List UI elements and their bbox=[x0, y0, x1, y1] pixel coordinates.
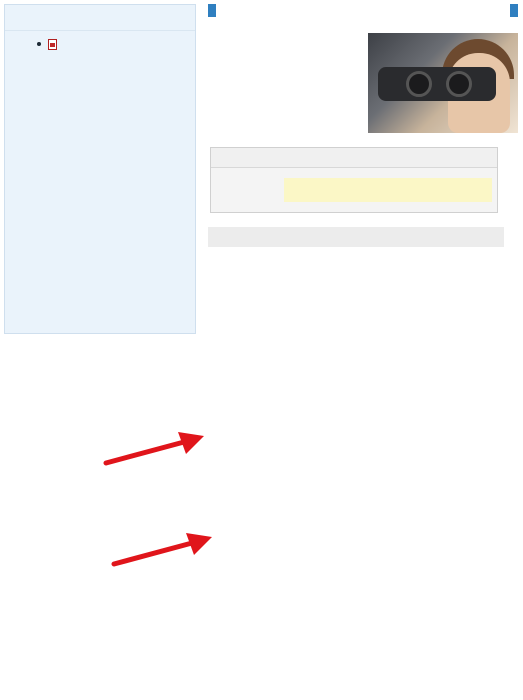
result-scale bbox=[284, 178, 492, 202]
result-title bbox=[211, 148, 497, 168]
sidebar-section-title bbox=[5, 5, 195, 20]
photo-lens-left bbox=[406, 71, 432, 97]
pdf-icon bbox=[48, 39, 57, 50]
previous-button[interactable] bbox=[208, 4, 216, 17]
result-row bbox=[211, 168, 497, 212]
result-explanation-box bbox=[208, 227, 504, 247]
photo-lens-right bbox=[446, 71, 472, 97]
photo-phoropter bbox=[378, 67, 496, 101]
red-arrow-icon bbox=[108, 530, 218, 570]
eye-exam-photo bbox=[368, 33, 518, 133]
download-pdf-link[interactable] bbox=[5, 31, 195, 57]
bullet-icon bbox=[37, 42, 41, 46]
sidebar bbox=[4, 4, 196, 334]
red-arrow-icon bbox=[100, 430, 210, 470]
next-button[interactable] bbox=[510, 4, 518, 17]
main-content bbox=[208, 4, 518, 261]
result-box bbox=[210, 147, 498, 213]
pager bbox=[208, 4, 518, 18]
